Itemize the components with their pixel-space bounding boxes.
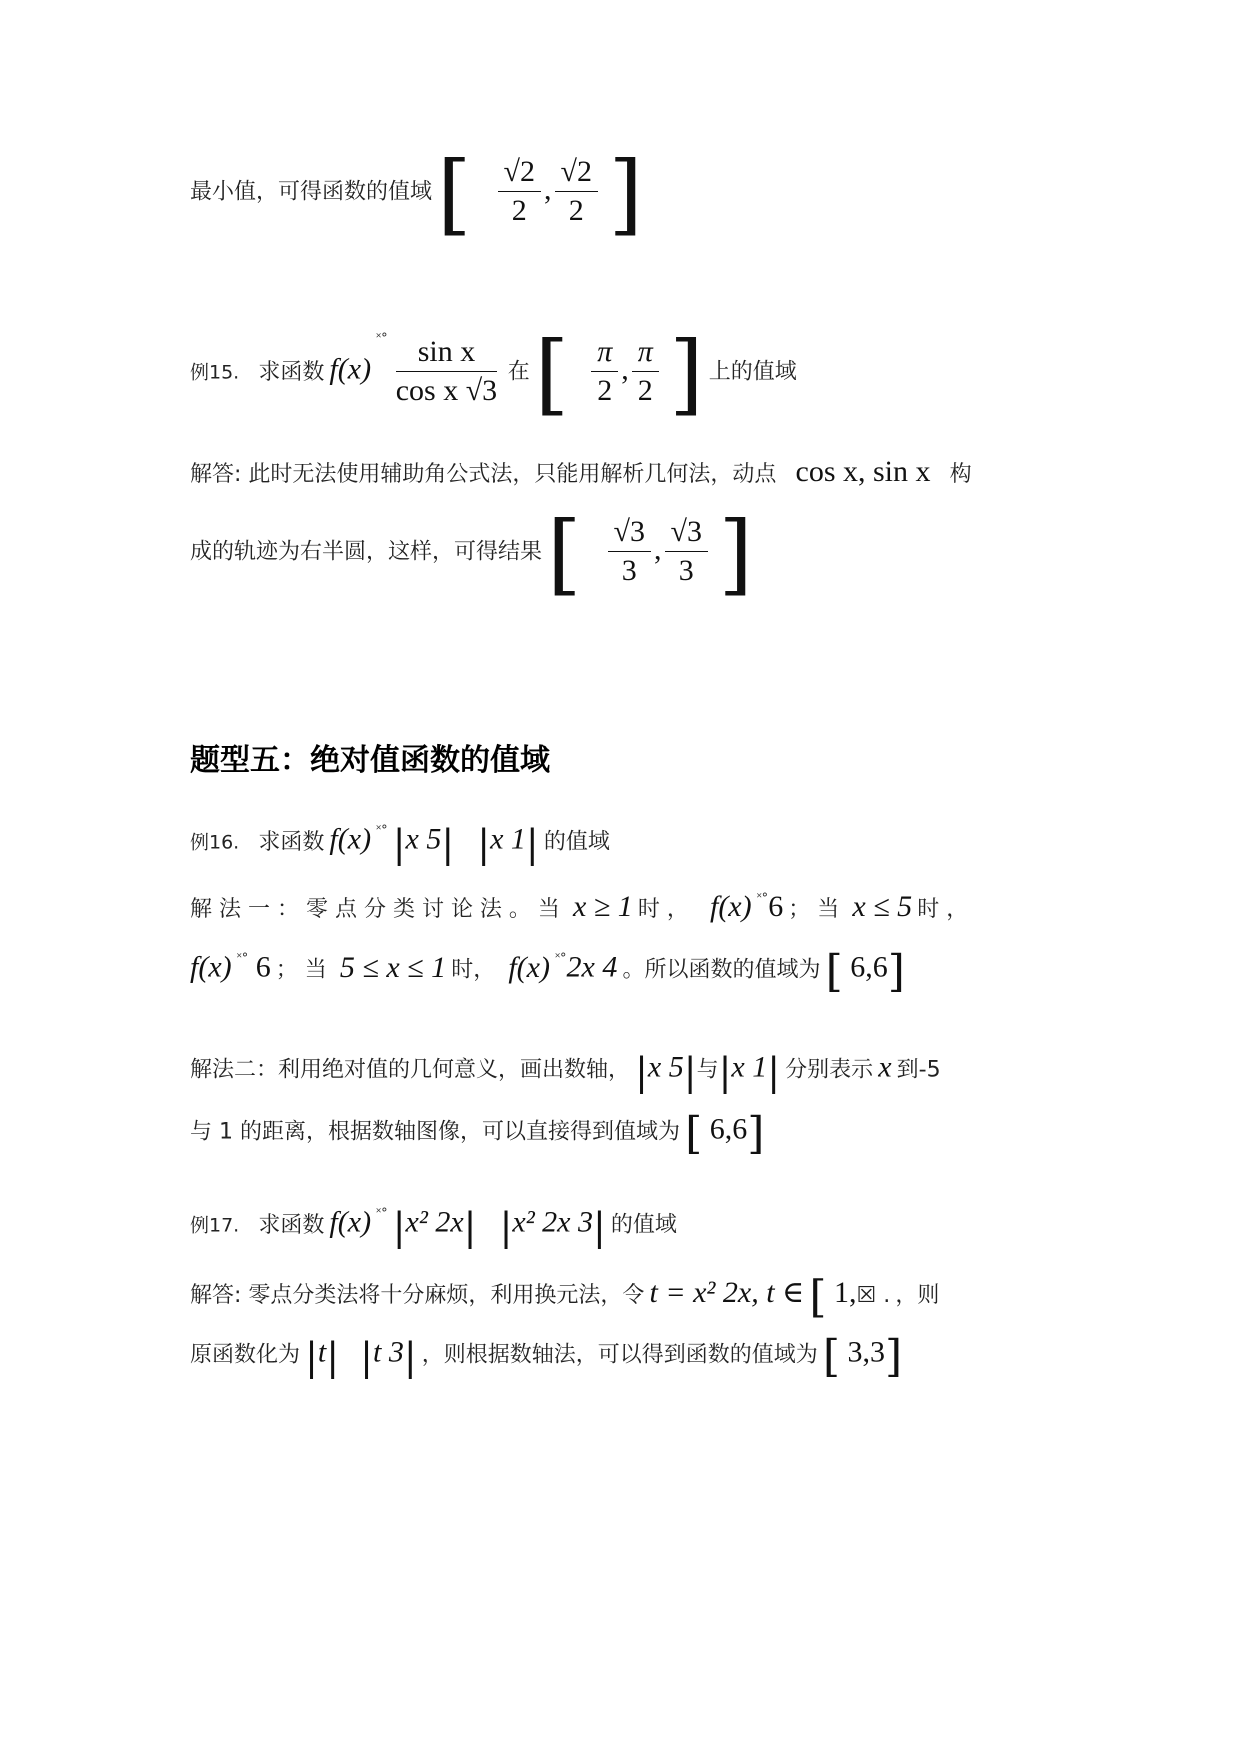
equals-mark: ˟° — [376, 823, 388, 838]
example-17: 例17. 求函数 f(x) ˟° |x² 2x| |x² 2x 3| 的值域 — [190, 1205, 677, 1249]
solution-15-line-1: 解答: 此时无法使用辅助角公式法，只能用解析几何法，动点 cos x, sin x 构 — [190, 455, 972, 488]
left-bracket: [ — [437, 142, 472, 245]
equals-mark: ˟° — [376, 331, 388, 346]
example-15: 例15. 求函数 f(x) ˟° $\frac{\text{sin x}}{\text{cos x √3}}$ 在 [ $\frac{\pi}{2}$ , $\frac{\pi}{2}$ ] 上的值域 — [190, 322, 797, 425]
fraction-sqrt2-over-2: $\frac{√2}{2}$ — [498, 155, 541, 228]
example-label: 例16. — [190, 831, 240, 854]
solution-16-line-2: f(x) ˟° 6 ； 当 5 ≤ x ≤ 1 时， f(x) ˟°2x 4 。所以函数的值域为 [ 6,6] — [190, 946, 905, 997]
function-fx: f(x) — [329, 1205, 372, 1239]
solution-16b-line-2: 与 1 的距离，根据数轴图像，可以直接得到值域为 [ 6,6] — [190, 1108, 765, 1159]
section-heading: 题型五：绝对值函数的值域 — [190, 743, 550, 778]
fraction-pi-over-2: $\frac{\pi}{2}$ — [632, 335, 659, 408]
left-bracket: [ — [534, 322, 570, 425]
fraction-sqrt3-over-3: $\frac{√3}{3}$ — [608, 515, 651, 588]
right-bracket: ] — [669, 322, 704, 425]
solution-17-line-2: 原函数化为 |t| |t 3| ，则根据数轴法，可以得到函数的值域为 [ 3,3] — [190, 1331, 903, 1382]
left-bracket: [ — [547, 502, 582, 605]
text-min-value: 最小值，可得函数的值域 — [190, 179, 433, 205]
function-fx: f(x) — [329, 822, 372, 856]
equals-mark: ˟° — [376, 1206, 388, 1221]
fraction-sqrt2-over-2: $\frac{√2}{2}$ — [555, 155, 598, 228]
solution-16-line-1: 解 法 一 ： 零 点 分 类 讨 论 法 。 当 x ≥ 1 时 ， f(x) ˟°6 ； 当 x ≤ 5 时 ， — [190, 890, 969, 923]
solution-16b-line-1: 解法二：利用绝对值的几何意义，画出数轴， |x 5|与|x 1| 分别表示 x 到-5 — [190, 1050, 941, 1094]
example-label: 例17. — [190, 1214, 240, 1237]
example-16: 例16. 求函数 f(x) ˟° |x 5| |x 1| 的值域 — [190, 822, 610, 866]
fraction-pi-over-2: $\frac{\pi}{2}$ — [591, 335, 618, 408]
solution-17-line-1: 解答: 零点分类法将十分麻烦，利用换元法，令 t = x² 2x, t ∈ [ 1,☒ . ，则 — [190, 1271, 940, 1323]
right-bracket: ] — [608, 142, 643, 245]
solution-15-line-2: 成的轨迹为右半圆，这样，可得结果 [ $\frac{√3}{3}$ , $\frac{√3}{3}$ ] — [190, 502, 753, 605]
example-label: 例15. — [190, 361, 240, 384]
fraction-sinx-over-cosx: $\frac{\text{sin x}}{\text{cos x √3}}$ — [395, 335, 498, 408]
line-range-result-1: 最小值，可得函数的值域 [ $\frac{√2}{2}$ , $\frac{√2}{2}$ ] — [190, 142, 643, 245]
function-fx: f(x) — [329, 352, 372, 386]
right-bracket: ] — [718, 502, 753, 605]
fraction-sqrt3-over-3: $\frac{√3}{3}$ — [665, 515, 708, 588]
